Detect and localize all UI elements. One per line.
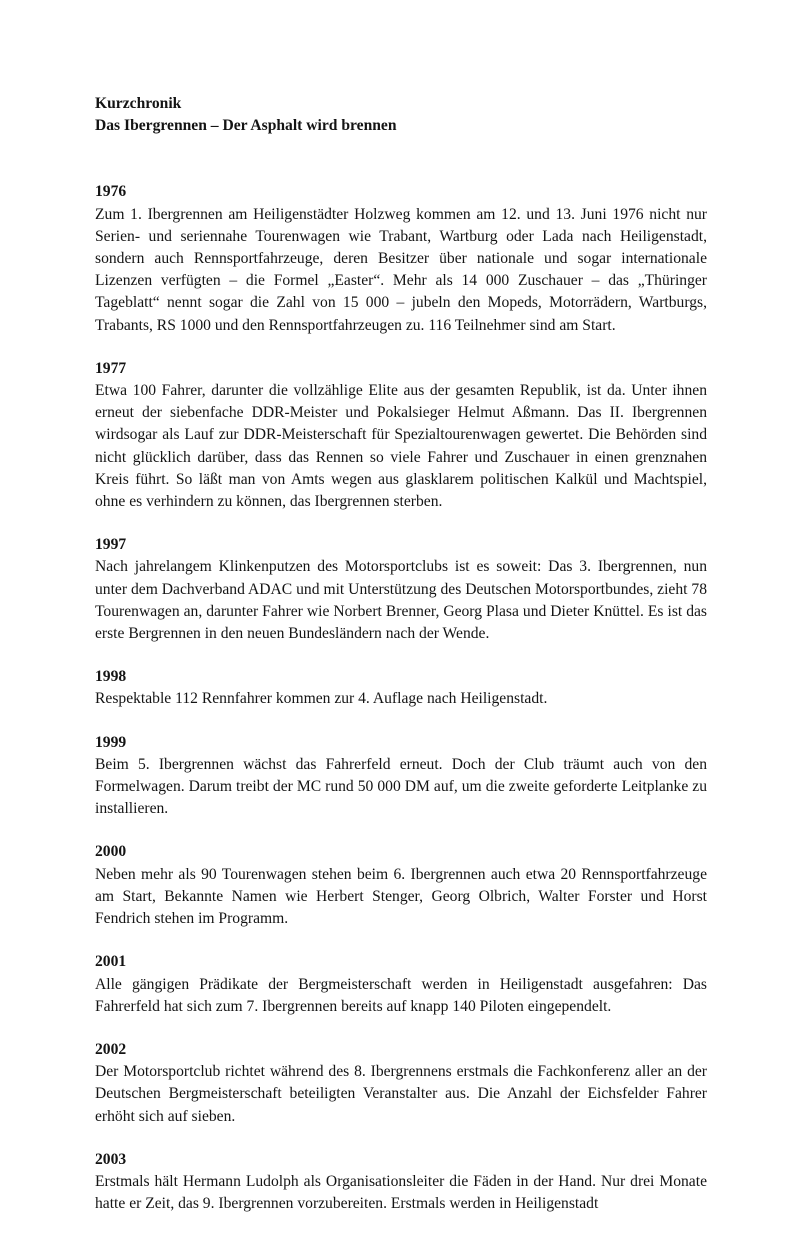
entry-year: 2003	[95, 1150, 127, 1168]
entry-text: Respektable 112 Rennfahrer kommen zur 4. Auflage nach Heiligenstadt.	[95, 690, 548, 708]
entry-text: Erstmals hält Hermann Ludolph als Organisationsleiter die Fäden in der Hand. Nur drei Monate hatte er Zeit, das 9. Ibergrennen vorzubereiten. Erstmals werden in Heiligenstadt	[95, 1172, 707, 1213]
entry-year: 1999	[95, 733, 127, 751]
entry-year: 1997	[95, 536, 127, 554]
chronicle-entry-2000	[95, 841, 707, 930]
chronicle-entry-1977	[95, 358, 707, 513]
chronicle-entry-2001	[95, 951, 707, 1018]
entry-year: 1998	[95, 668, 127, 686]
entry-year: 2002	[95, 1040, 127, 1058]
document-title: Kurzchronik	[95, 95, 182, 112]
entry-year: 1976	[95, 183, 127, 201]
document-page	[95, 93, 707, 1236]
entry-text: Neben mehr als 90 Tourenwagen stehen beim 6. Ibergrennen auch etwa 20 Rennsportfahrzeuge am Start, Bekannte Namen wie Herbert Stenger, Georg Olbrich, Walter Forster und Horst Fendrich stehen im Programm.	[95, 865, 707, 928]
entry-text: Alle gängigen Prädikate der Bergmeisterschaft werden in Heiligenstadt ausgefahren: Das Fahrerfeld hat sich zum 7. Ibergrennen bereits auf knapp 140 Piloten eingependelt.	[95, 975, 707, 1015]
entry-text: Nach jahrelangem Klinkenputzen des Motorsportclubs ist es soweit: Das 3. Ibergrennen, nun unter dem Dachverband ADAC und mit Unterstützung des Deutschen Motorsportbundes, zieht 78 Tourenwagen an, darunter Fahrer wie Norbert Brenner, Georg Plasa und Dieter Knüttel. Es ist das erste Bergrennen in den neuen Bundesländern nach der Wende.	[95, 558, 707, 643]
entry-text: Der Motorsportclub richtet während des 8. Ibergrennens erstmals die Fachkonferenz aller an der Deutschen Bergmeisterschaft beteiligten Veranstalter aus. Die Anzahl der Eichsfelder Fahrer erhöht sich auf sieben.	[95, 1063, 707, 1125]
document-subtitle: Das Ibergrennen – Der Asphalt wird brennen	[95, 117, 397, 135]
entry-year: 1977	[95, 359, 127, 377]
entry-year: 2000	[95, 843, 127, 861]
chronicle-entry-1999	[95, 732, 707, 821]
chronicle-entry-1976	[95, 181, 707, 336]
chronicle-entry-1998	[95, 666, 707, 710]
chronicle-entry-1997	[95, 534, 707, 645]
entry-text: Beim 5. Ibergrennen wächst das Fahrerfeld erneut. Doch der Club träumt auch von den Formelwagen. Darum treibt der MC rund 50 000 DM auf, um die zweite geforderte Leitplanke zu installieren.	[95, 755, 707, 818]
entry-year: 2001	[95, 953, 127, 971]
entry-text: Zum 1. Ibergrennen am Heiligenstädter Holzweg kommen am 12. und 13. Juni 1976 nicht nur Serien- und seriennahe Tourenwagen wie Trabant, Wartburg oder Lada nach Heiligenstadt, sondern auch Rennsportfahrzeuge, deren Besitzer über nationale und sogar internationale Lizenzen verfügten – die Formel „Easter“. Mehr als 14 000 Zuschauer – das „Thüringer Tageblatt“ nennt sogar die Zahl von 15 000 – jubeln den Mopeds, Motorrädern, Wartburgs, Trabants, RS 1000 und den Rennsportfahrzeugen zu. 116 Teilnehmer sind am Start.	[95, 205, 707, 334]
chronicle-entries	[95, 181, 707, 1215]
chronicle-entry-2002	[95, 1039, 707, 1128]
entry-text: Etwa 100 Fahrer, darunter die vollzählige Elite aus der gesamten Republik, ist da. Unter ihnen erneut der siebenfache DDR-Meister und Pokalsieger Helmut Aßmann. Das II. Ibergrennen wirdsogar als Lauf zur DDR-Meisterschaft für Spezialtourenwagen gewertet. Die Behörden sind nicht glücklich darüber, dass das Rennen so viele Fahrer und Zuschauer in einen grenznahen Kreis führt. So läßt man von Amts wegen aus glasklarem politischen Kalkül und Machtspiel, ohne es verhindern zu können, das Ibergrennen sterben.	[95, 382, 707, 511]
chronicle-entry-2003	[95, 1149, 707, 1216]
